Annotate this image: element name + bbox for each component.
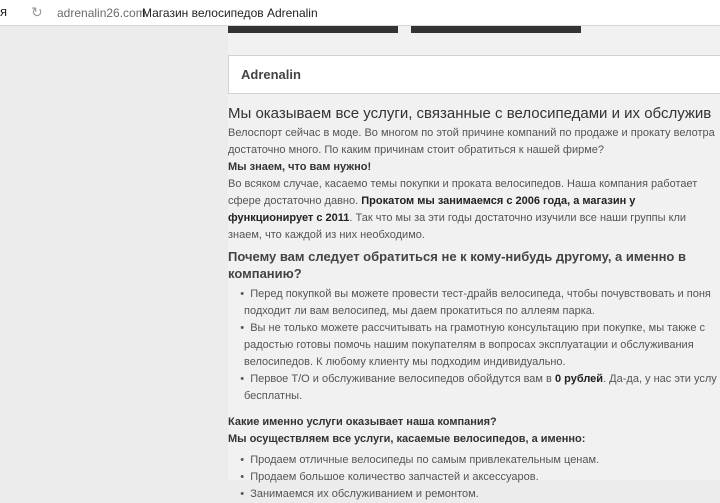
bullet-item-cont: радостью готовы помочь нашим покупателям в вопросах эксплуатации и обслуживания — [244, 339, 694, 351]
know-highlight: Прокатом мы занимаемся с 2006 года, а магазин у — [361, 195, 636, 207]
bullet-text: Первое Т/О и обслуживание велосипедов обойдутся вам в — [250, 373, 555, 385]
know-text: сфере достаточно давно. — [228, 195, 362, 207]
bullet-item-cont: велосипедов. К любому клиенту мы подходим индивидуально. — [244, 356, 566, 368]
know-highlight: функционирует с 2011 — [228, 212, 350, 224]
bullet-item: • Вы не только можете рассчитывать на грамотную консультацию при покупке, мы также с — [228, 322, 706, 334]
service-text: Занимаемся их обслуживанием и ремонтом. — [250, 488, 479, 500]
why-heading: компанию? — [228, 266, 302, 281]
browser-address-bar — [0, 0, 720, 26]
nav-block-2[interactable] — [411, 26, 581, 33]
service-text: Продаем отличные велосипеды по самым привлекательным ценам. — [250, 454, 600, 466]
know-line: знаем, что каждой из них необходимо. — [228, 229, 425, 241]
know-text: . Так что мы за эти годы достаточно изучили все наши группы кли — [349, 212, 687, 224]
service-item: • Занимаемся их обслуживанием и ремонтом. — [228, 488, 479, 500]
bullet-highlight: 0 рублей — [554, 373, 604, 385]
service-item: • Продаем большое количество запчастей и аксессуаров. — [228, 471, 539, 483]
know-heading: Мы знаем, что вам нужно! — [228, 161, 372, 173]
service-item: • Продаем отличные велосипеды по самым привлекательным ценам. — [228, 454, 600, 466]
services-intro: Мы осуществляем все услуги, касаемые велосипедов, а именно: — [228, 433, 586, 445]
service-text: Продаем большое количество запчастей и аксессуаров. — [250, 471, 539, 483]
intro-line: Велоспорт сейчас в моде. Во многом по этой причине компаний по продаже и прокату велотра — [228, 127, 715, 139]
intro-line: достаточно много. По каким причинам стоит обратиться к нашей фирме? — [228, 144, 605, 156]
bullet-item-cont: бесплатны. — [244, 390, 303, 402]
know-line: Во всяком случае, касаемо темы покупки и проката велосипедов. Наша компания работает — [228, 178, 698, 190]
bullet-item: • Перед покупкой вы можете провести тест-драйв велосипеда, чтобы почувствовать и поня — [228, 288, 711, 300]
bullet-text: Вы не только можете рассчитывать на грамотную консультацию при покупке, мы также с — [250, 322, 706, 334]
site-name: Adrenalin — [241, 67, 301, 82]
article-heading: Мы оказываем все услуги, связанные с велосипедами и их обслужив — [228, 105, 712, 122]
site-header-box — [228, 55, 720, 94]
page-title: Магазин велосипедов Adrenalin — [142, 6, 318, 20]
tab-edge-text: я — [0, 4, 8, 19]
bullet-item-cont: подходит ли вам велосипед, мы даем прокатиться по аллеям парка. — [244, 305, 595, 317]
bullet-text: . Да-да, у нас эти услу — [603, 373, 717, 385]
bullet-item: • Первое Т/О и обслуживание велосипедов обойдутся вам в 0 рублей. Да-да, у нас эти услу — [228, 373, 717, 385]
nav-block-1[interactable] — [228, 26, 398, 33]
know-line — [228, 193, 720, 210]
reload-icon[interactable]: ↻ — [31, 4, 43, 20]
article — [228, 104, 720, 503]
services-question: Какие именно услуги оказывает наша компания? — [228, 416, 497, 428]
know-line — [228, 210, 720, 227]
url-text[interactable]: adrenalin26.com — [57, 6, 146, 20]
bullet-text: Перед покупкой вы можете провести тест-драйв велосипеда, чтобы почувствовать и поня — [250, 288, 711, 300]
why-heading: Почему вам следует обратиться не к кому-нибудь другому, а именно в — [228, 249, 686, 264]
